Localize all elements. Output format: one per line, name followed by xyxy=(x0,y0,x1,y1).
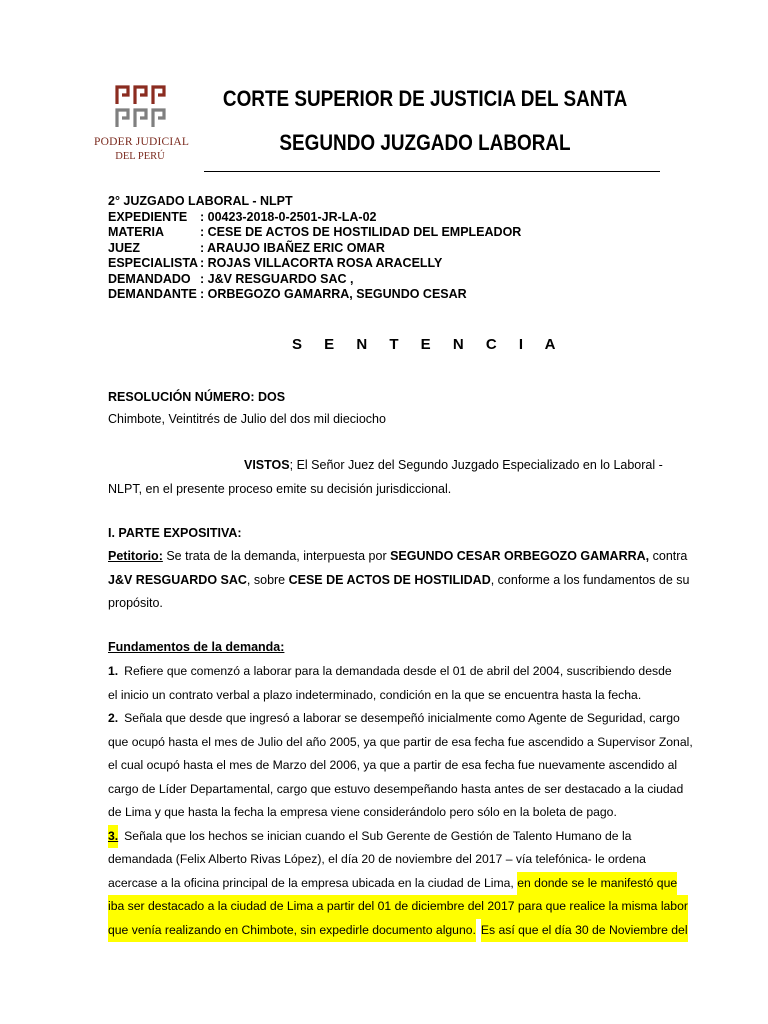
petitorio-line-1: Petitorio: Se trata de la demanda, interpuesta por SEGUNDO CESAR ORBEGOZO GAMARRA, contra xyxy=(108,549,688,563)
highlighted-text: en donde se le manifestó que xyxy=(517,872,677,896)
poder-judicial-logo xyxy=(94,84,190,184)
vistos-line-1: VISTOS; El Señor Juez del Segundo Juzgado Especializado en lo Laboral - xyxy=(244,458,663,472)
fundamentos-heading: Fundamentos de la demanda: xyxy=(108,640,285,654)
item-3-line-4 xyxy=(108,895,688,919)
vistos-line-2: NLPT, en el presente proceso emite su decisión jurisdiccional. xyxy=(108,481,452,496)
highlighted-text: iba ser destacado a la ciudad de Lima a partir del 01 de diciembre del 2017 para que realice la misma labor xyxy=(108,895,688,919)
header-divider xyxy=(204,171,660,172)
case-row-especialista: ESPECIALISTA : ROJAS VILLACORTA ROSA ARACELLY xyxy=(108,256,443,270)
highlighted-text: que venía realizando en Chimbote, sin expedirle documento alguno. xyxy=(108,919,476,943)
court-subtitle: SEGUNDO JUZGADO LABORAL xyxy=(279,130,571,155)
item-1-line-2: el inicio un contrato verbal a plazo indeterminado, condición en la que se encuentra hasta la fecha. xyxy=(108,687,642,702)
petitorio-paragraph xyxy=(108,545,690,616)
logo-text-poder-judicial: PODER JUDICIAL xyxy=(94,136,190,148)
case-row-demandante: DEMANDANTE : ORBEGOZO GAMARRA, SEGUNDO CESAR xyxy=(108,287,467,301)
case-court: 2° JUZGADO LABORAL - NLPT xyxy=(108,194,293,208)
section-heading-expositiva: I. PARTE EXPOSITIVA: xyxy=(108,526,242,540)
item-3-line-5 xyxy=(108,919,688,943)
item-3-line-3: acercase a la oficina principal de la empresa ubicada en la ciudad de Lima, en donde se le manifestó que xyxy=(108,872,658,896)
petitorio-line-2: J&V RESGUARDO SAC , sobre CESE DE ACTOS DE HOSTILIDAD , conforme a los fundamentos de su xyxy=(108,572,690,587)
item-2-line-4: cargo de Líder Departamental, cargo que estuvo desempeñando hasta antes de ser destacado a la ciudad xyxy=(108,781,684,796)
court-title: CORTE SUPERIOR DE JUSTICIA DEL SANTA xyxy=(222,86,628,111)
case-row-materia: MATERIA : CESE DE ACTOS DE HOSTILIDAD DEL EMPLEADOR xyxy=(108,225,522,239)
document-type-heading: S E N T E N C I A xyxy=(292,336,565,353)
resolution-number: RESOLUCIÓN NÚMERO: DOS xyxy=(108,390,286,404)
case-row-expediente: EXPEDIENTE : 00423-2018-0-2501-JR-LA-02 xyxy=(108,209,377,224)
date-line: Chimbote, Veintitrés de Julio del dos mil dieciocho xyxy=(108,412,386,426)
highlighted-text: Es así que el día 30 de Noviembre del xyxy=(481,919,688,943)
item-3-line-2: demandada (Felix Alberto Rivas López), el día 20 de noviembre del 2017 – vía telefónica- le ordena xyxy=(108,852,646,866)
item-2-line-1: 2. Señala que desde que ingresó a laborar se desempeñó inicialmente como Agente de Seguridad, cargo xyxy=(108,711,680,725)
case-row-demandado: DEMANDADO : J&V RESGUARDO SAC , xyxy=(108,271,354,286)
item-2-line-3: el cual ocupó hasta el mes de Marzo del 2006, ya que a partir de esa fecha fue nuevamente ascendido al xyxy=(108,758,678,772)
petitorio-line-3: propósito. xyxy=(108,596,163,610)
poder-judicial-emblem-icon xyxy=(114,84,168,130)
item-2-line-2: que ocupó hasta el mes de Julio del año 2005, ya que partir de esa fecha fue ascendido a Supervisor Zonal, xyxy=(108,734,693,749)
vistos-paragraph xyxy=(108,454,663,501)
item-2-line-5: de Lima y que hasta la fecha la empresa viene considerándolo pero sólo en la boleta de pago. xyxy=(108,805,617,819)
fundamentos-list xyxy=(108,660,693,942)
case-row-juez: JUEZ : ARAUJO IBAÑEZ ERIC OMAR xyxy=(108,240,385,255)
case-info xyxy=(108,194,521,303)
item-1-line-1: 1. Refiere que comenzó a laborar para la demandada desde el 01 de abril del 2004, suscribiendo desde xyxy=(108,664,672,678)
logo-text-del-peru: DEL PERÚ xyxy=(115,151,165,162)
item-3-line-1: 3. Señala que los hechos se inician cuando el Sub Gerente de Gestión de Talento Humano de la xyxy=(108,825,658,849)
